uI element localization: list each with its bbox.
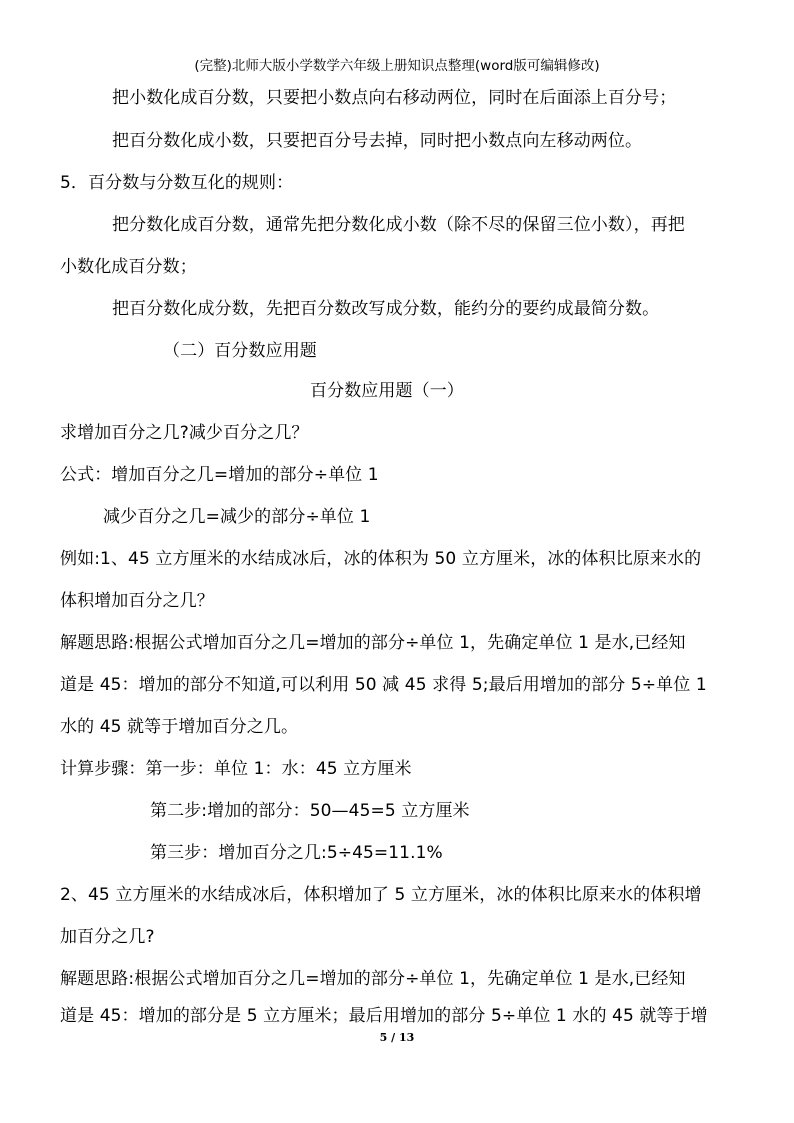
text-line: 解题思路:根据公式增加百分之几=增加的部分÷单位 1，先确定单位 1 是水,已经知 [60,633,686,653]
formula-line: 减少百分之几=减少的部分÷单位 1 [103,507,371,527]
page-number: 5 / 13 [379,1031,415,1044]
text-line: 解题思路:根据公式增加百分之几=增加的部分÷单位 1，先确定单位 1 是水,已经知 [60,969,686,989]
step-line: 第三步：增加百分之几:5÷45=11.1% [150,843,443,863]
text-line: 道是 45：增加的部分不知道,可以利用 50 减 45 求得 5;最后用增加的部分 5÷单位 1 [60,675,707,695]
section-heading: （二）百分数应用题 [163,341,317,361]
step-line: 计算步骤：第一步：单位 1：水：45 立方厘米 [60,759,412,779]
text-line: 2、45 立方厘米的水结成冰后，体积增加了 5 立方厘米，冰的体积比原来水的体积增 [60,885,702,905]
text-line: 水的 45 就等于增加百分之几。 [60,717,299,737]
text-line: 例如:1、45 立方厘米的水结成冰后，冰的体积为 50 立方厘米，冰的体积比原来水的 [60,549,702,569]
formula-line: 公式：增加百分之几=增加的部分÷单位 1 [60,465,379,485]
text-line: 道是 45：增加的部分是 5 立方厘米；最后用增加的部分 5÷单位 1 水的 45 就等于增 [60,1006,708,1026]
text-line: 小数化成百分数； [60,257,197,277]
text-line: 把百分数化成小数，只要把百分号去掉，同时把小数点向左移动两位。 [112,131,643,151]
subsection-title: 百分数应用题（一） [310,381,464,401]
step-line: 第二步:增加的部分：50—45=5 立方厘米 [150,801,470,821]
text-line: 求增加百分之几?减少百分之几？ [60,423,309,443]
text-line: 把百分数化成分数，先把百分数改写成分数，能约分的要约成最简分数。 [112,299,660,319]
text-line: 把小数化成百分数，只要把小数点向右移动两位，同时在后面添上百分号； [112,88,677,108]
document-header: (完整)北师大版小学数学六年级上册知识点整理(word版可编辑修改) [194,58,600,74]
text-line: 加百分之几? [60,927,155,947]
text-line: 体积增加百分之几？ [60,591,214,611]
text-line: 把分数化成百分数，通常先把分数化成小数（除不尽的保留三位小数），再把 [112,215,685,235]
text-line: 5．百分数与分数互化的规则： [60,173,294,193]
